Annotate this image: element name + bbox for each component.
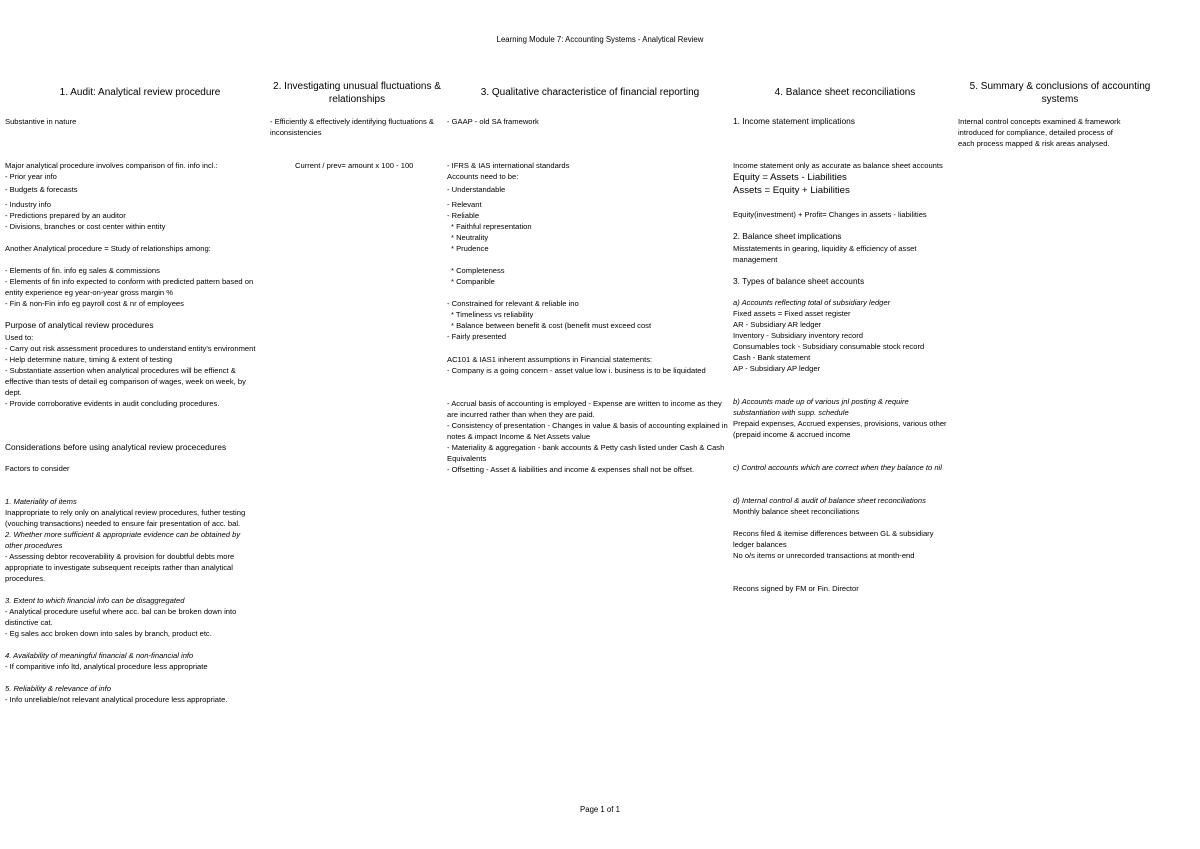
text-line: * Timeliness vs reliability [451,310,534,319]
text-line: * Neutrality [451,233,489,242]
text-line: - Provide corroborative evidents in audit concluding procedures. [5,399,220,408]
text-line: introduced for compliance, detailed process of [958,128,1113,137]
factor-heading: 1. Materiality of items [5,497,77,506]
text-line: - Divisions, branches or cost center within entity [5,222,166,231]
section-heading: 1. Income statement implications [733,116,855,126]
text-line: * Faithful representation [451,222,532,231]
formula-text: Current / prev= amount x 100 - 100 [295,161,414,170]
subsection-heading: substantiation with supp. schedule [733,408,849,417]
text-line: * Prudence [451,244,489,253]
text-line: - Substantiate assertion when analytical procedures will be effienct & [5,366,236,375]
text-line: - Analytical procedure useful where acc. bal can be broken down into [5,607,237,616]
text-line: Recons signed by FM or Fin. Director [733,584,859,593]
text-line: - Fairly presented [447,332,507,341]
text-line: Inventory - Subsidiary inventory record [733,331,863,340]
text-line: - Company is a going concern - asset value low i. business is to be liquidated [447,366,706,375]
page-title: Learning Module 7: Accounting Systems - Analytical Review [496,35,704,44]
text-line: - Offsetting - Asset & liabilities and income & expenses shall not be offset. [447,465,695,474]
text-line: - Elements of fin. info eg sales & commissions [5,266,160,275]
column-header-qualitative: 3. Qualitative characteristice of financial reporting [480,87,700,98]
factor-heading: other procedures [5,541,63,550]
text-line: Income statement only as accurate as balance sheet accounts [733,161,943,170]
section-heading: 3. Types of balance sheet accounts [733,276,865,286]
text-line: dept. [5,388,22,397]
text-line: Fixed assets = Fixed asset register [733,309,851,318]
column-header-summary: 5. Summary & conclusions of accounting systems [969,81,1151,105]
text-line: - Assessing debtor recoverability & provision for doubtful debts more [5,552,235,561]
text-line: Consumables tock - Subsidiary consumable stock record [733,342,925,351]
text-line: Cash - Bank statement [733,353,811,362]
text-line: Accounts need to be: [447,172,519,181]
text-line: Monthly balance sheet reconciliations [733,507,860,516]
text-line: effective than tests of detail eg comparison of wages, week on week, by [5,377,246,386]
text-line: - Carry out risk assessment procedures to understand entity's environment [5,344,256,353]
text-line: Used to: [5,333,34,342]
text-line: No o/s items or unrecorded transactions at month-end [733,551,915,560]
text-line: (vouching transactions) needed to ensure fair presentation of acc. bal. [5,519,241,528]
factor-heading: 3. Extent to which financial info can be disaggregated [5,596,185,605]
text-line: entity experience eg year-on-year gross margin % [5,288,173,297]
text-line: - Info unreliable/not relevant analytical procedure less appropriate. [5,695,228,704]
text-line: (prepaid income & accrued income [733,430,851,439]
text-line: - Understandable [447,185,506,194]
text-line: - Consistency of presentation - Changes in value & basis of accounting explained in [447,421,728,430]
text-line: - Relevant [447,200,482,209]
text-line: management [733,255,778,264]
text-line: - GAAP - old SA framework [447,117,539,126]
text-line: * Comparible [451,277,495,286]
factor-heading: 5. Reliability & relevance of info [5,684,111,693]
text-line: - Reliable [447,211,480,220]
text-line: procedures. [5,574,46,583]
column-header-fluctuations: 2. Investigating unusual fluctuations & relationships [273,81,441,105]
text-line: - Prior year info [5,172,57,181]
equation-text: Equity = Assets - Liabilities [733,172,847,183]
text-line: AC101 & IAS1 inherent assumptions in Financial statements: [447,355,653,364]
factor-heading: 4. Availability of meaningful financial & non-financial info [5,651,194,660]
text-line: Factors to consider [5,464,70,473]
text-line: Inappropriate to rely only on analytical review procedures, futher testing [5,508,246,517]
subsection-heading: d) Internal control & audit of balance sheet reconciliations [733,496,926,505]
page-footer: Page 1 of 1 [580,805,620,814]
column-header-balance-sheet: 4. Balance sheet reconciliations [774,87,916,98]
text-line: Misstatements in gearing, liquidity & efficiency of asset [733,244,917,253]
text-line: Internal control concepts examined & framework [958,117,1121,126]
text-line: - Accrual basis of accounting is employed - Expense are written to income as they [447,399,722,408]
section-heading: Considerations before using analytical review procecedures [5,442,227,452]
text-line: distinctive cat. [5,618,53,627]
text-line: - Budgets & forecasts [5,185,78,194]
text-line: - Efficiently & effectively identifying fluctuations & [270,117,434,126]
text-line: Major analytical procedure involves comparison of fin. info incl.: [5,161,218,170]
text-line: - Predictions prepared by an auditor [5,211,126,220]
text-line: - Help determine nature, timing & extent of testing [5,355,173,364]
text-line: - Fin & non-Fin info eg payroll cost & nr of employees [5,299,184,308]
text-line: notes & impact Income & Net Assets value [447,432,591,441]
text-line: - Constrained for relevant & reliable ino [447,299,579,308]
section-heading: 2. Balance sheet implications [733,231,842,241]
text-line: AR - Subsidiary AR ledger [733,320,822,329]
subsection-heading: b) Accounts made up of various jnl posting & require [733,397,909,406]
text-line: Another Analytical procedure = Study of relationships among: [5,244,211,253]
text-line: - If comparitive info ltd, analytical procedure less appropriate [5,662,208,671]
text-line: - Elements of fin info expected to conform with predicted pattern based on [5,277,254,286]
column-header-audit: 1. Audit: Analytical review procedure [59,87,221,98]
text-line: Recons filed & itemise differences between GL & subsidiary [733,529,934,538]
text-line: * Balance between benefit & cost (benefit must exceed cost [451,321,652,330]
text-line: - Eg sales acc broken down into sales by branch, product etc. [5,629,212,638]
equation-text: Assets = Equity + Liabilities [733,185,850,196]
text-line: appropriate to investigate subsequent receipts rather than analytical [5,563,233,572]
subsection-heading: c) Control accounts which are correct when they balance to nil [733,463,942,472]
text-line: - Industry info [5,200,52,209]
text-line: - IFRS & IAS international standards [447,161,570,170]
factor-heading: 2. Whether more sufficient & appropriate evidence can be obtained by [5,530,241,539]
text-line: Substantive in nature [5,117,77,126]
text-line: Equivalents [447,454,487,463]
text-line: inconsistencies [270,128,322,137]
text-line: are incurred rather than when they are paid. [447,410,595,419]
text-line: ledger balances [733,540,787,549]
text-line: AP - Subsidiary AP ledger [733,364,821,373]
text-line: Equity(investment) + Profit= Changes in assets - liabilities [733,210,927,219]
text-line: * Completeness [451,266,505,275]
text-line: each process mapped & risk areas analysed. [958,139,1110,148]
text-line: Prepaid expenses, Accrued expenses, provisions, various other [733,419,947,428]
section-heading: Purpose of analytical review procedures [5,320,154,330]
subsection-heading: a) Accounts reflecting total of subsidiary ledger [733,298,891,307]
text-line: - Materiality & aggregation - bank accounts & Petty cash listed under Cash & Cash [447,443,725,452]
